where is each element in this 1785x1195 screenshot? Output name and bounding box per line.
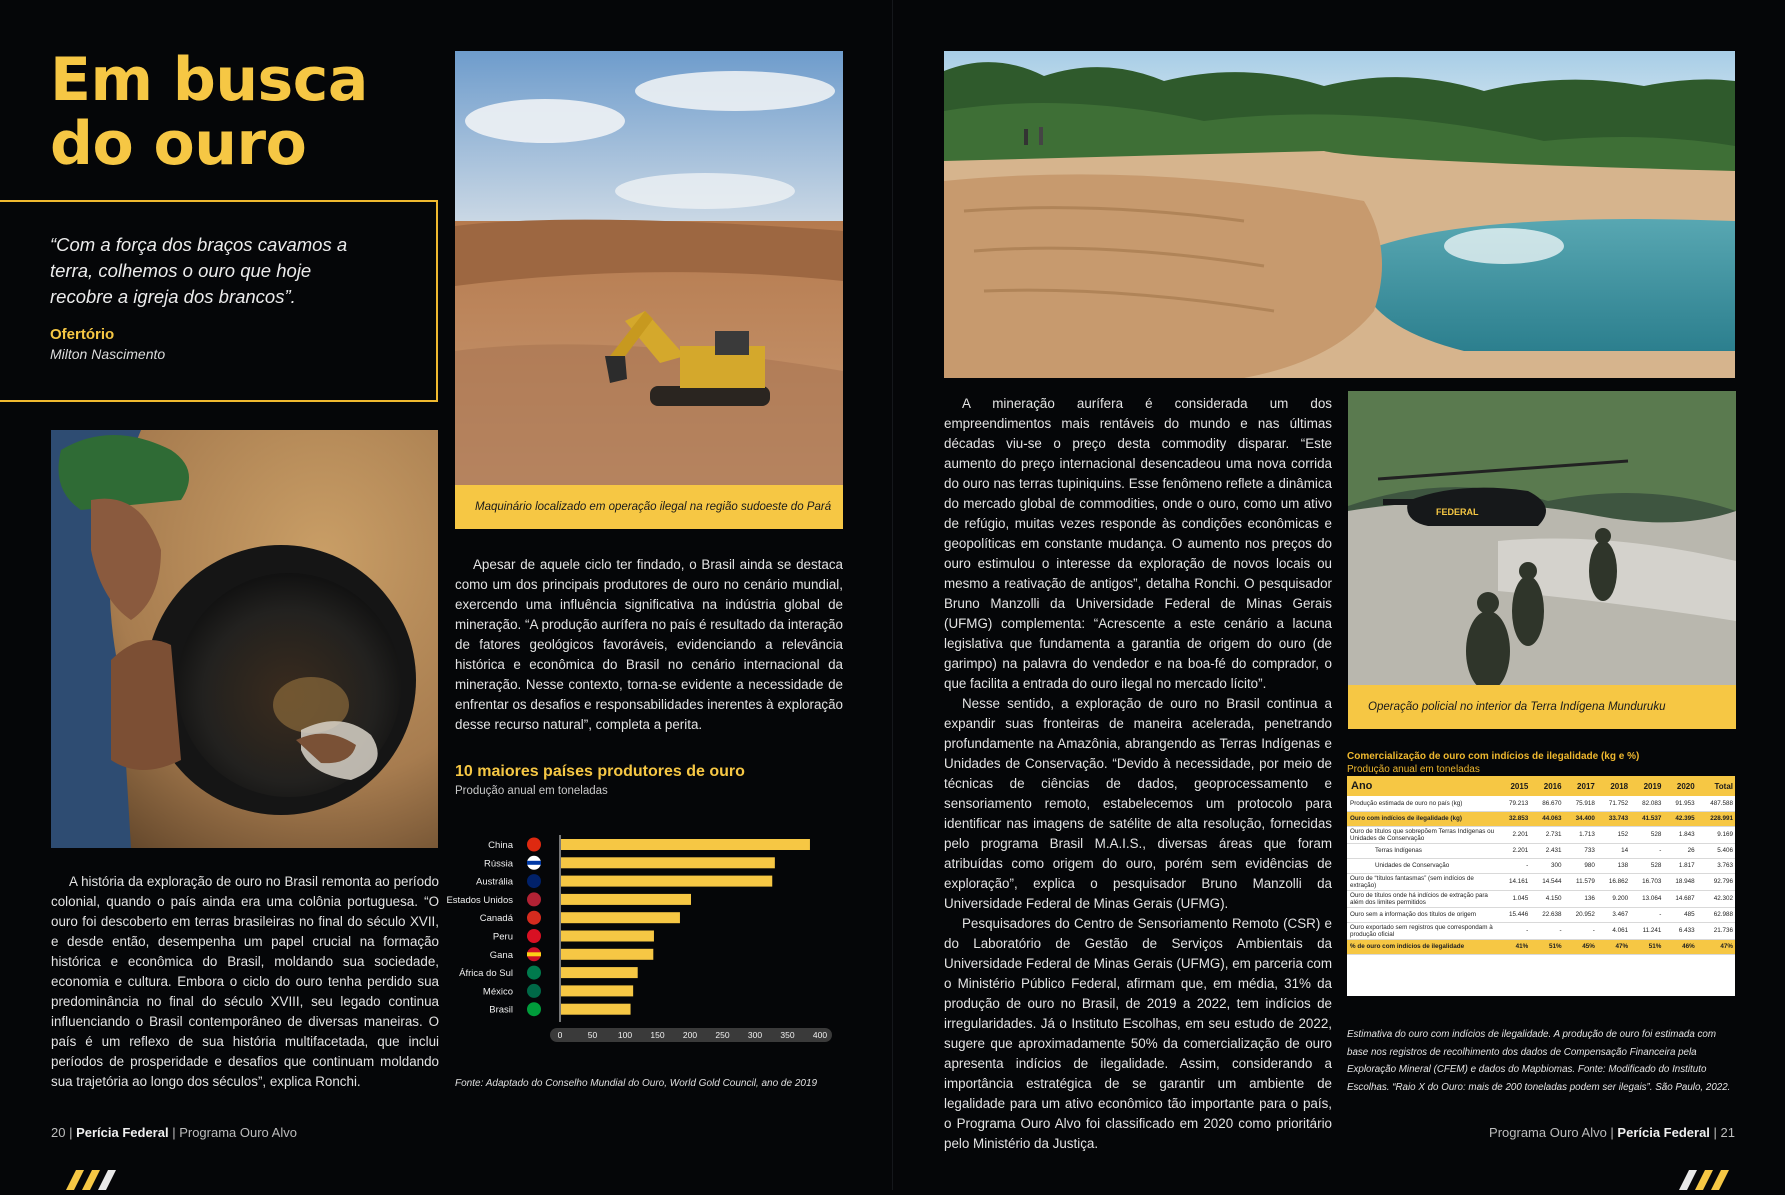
table-row: [1347, 890, 1735, 907]
chart-category-label: México: [482, 986, 513, 998]
table-cell: 20.952: [1564, 907, 1597, 922]
quote-song: Ofertório: [50, 326, 115, 343]
table-cell: 62.988: [1697, 907, 1735, 922]
table-row: [1347, 826, 1735, 843]
table-cell: 41%: [1497, 939, 1530, 954]
table-cell: 15.446: [1497, 907, 1530, 922]
table-cell: 733: [1564, 843, 1597, 858]
chart-bar: [561, 931, 654, 942]
table-cell: 26: [1663, 843, 1696, 858]
chart-bar: [561, 985, 633, 996]
table-header-cell: 2018: [1597, 776, 1630, 796]
helicopter-label: FEDERAL: [1436, 507, 1479, 517]
right-footer-section: Programa Ouro Alvo: [1489, 1125, 1607, 1140]
production-paragraph: Apesar de aquele ciclo ter findado, o Brasil ainda se destaca como um dos principais produtores de ouro no cenário mundial, exercendo uma influência significativa na indústria global de mineração. “A produção aurífera no país é resultado da interação de fatores geológicos favoráveis, evidenciando a relevância histórica e econômica do Brasil no cenário internacional da mineração. Nesse contexto, torna-se evidente a necessidade de enfrentar os desafios e responsabilidades inerentes à exploração desse recurso natural”, completa a perita.: [455, 557, 843, 732]
chart-tick-label: 200: [682, 1030, 698, 1040]
chart-category-label: Estados Unidos: [446, 894, 513, 906]
table-title: Comercialização de ouro com indícios de ilegalidade (kg e %): [1347, 751, 1640, 762]
table-cell: 2.731: [1530, 826, 1563, 843]
mining-pit-photo: [944, 51, 1735, 378]
table-header-cell: 2017: [1564, 776, 1597, 796]
table-cell: 45%: [1564, 939, 1597, 954]
table-cell: 487.588: [1697, 796, 1735, 811]
flag-icon: [527, 1002, 541, 1016]
table-cell: 13.064: [1630, 890, 1663, 907]
table-cell: 82.083: [1630, 796, 1663, 811]
table-cell: 34.400: [1564, 811, 1597, 826]
epigraph-quote: “Com a força dos braços cavamos a terra, colhemos o ouro que hoje recobre a igreja dos brancos”.: [50, 234, 348, 307]
table-header-cell: 2019: [1630, 776, 1663, 796]
table-cell: 9.169: [1697, 826, 1735, 843]
chart-category-label: Gana: [489, 949, 513, 961]
table-cell: 92.796: [1697, 873, 1735, 890]
left-page-number: 20: [51, 1125, 66, 1140]
table-cell: 75.918: [1564, 796, 1597, 811]
table-cell: -: [1497, 858, 1530, 873]
table-cell: 1.045: [1497, 890, 1530, 907]
flag-icon: [527, 874, 541, 888]
right-chevron-decoration: [1675, 1170, 1735, 1190]
chart-bar: [561, 1004, 631, 1015]
chart-tick-label: 0: [557, 1030, 563, 1040]
table-row: [1347, 811, 1735, 826]
excavator-photo: [455, 51, 843, 485]
right-footer: Programa Ouro Alvo | Perícia Federal | 21: [1489, 1125, 1735, 1140]
chart-category-label: África do Sul: [459, 968, 513, 980]
table-row-label: Ouro com indícios de ilegalidade (kg): [1347, 811, 1497, 826]
chart-category-label: Austrália: [476, 876, 513, 888]
table-cell: 42.302: [1697, 890, 1735, 907]
chart-bar: [561, 912, 680, 923]
table-cell: 1.843: [1663, 826, 1696, 843]
table-cell: 5.406: [1697, 843, 1735, 858]
table-cell: 228.991: [1697, 811, 1735, 826]
mining-paragraph-1: A mineração aurífera é considerada um dos empreendimentos mais rentáveis do mundo e nas últimas décadas viu-se o preço desta commodity disparar. “Este aumento do preço internacional desencadeou uma nova corrida do ouro nas terras tupiniquins. Esse fenômeno reflete a dinâmica do mercado global de commodities, onde o ouro, como um ativo de refúgio, muitas vezes responde às condições econômicas e geopolíticas em constante mudança. O aumento nos preços do ouro estimulou o interesse da exploração de novos locais ou mesmo a reativação de antigos”, detalha Ronchi. O pesquisador Bruno Manzolli da Universidade Federal de Minas Gerais (UFMG) complementa: “Acrescente a este cenário a lacuna legislativa que fundamenta a garantia de origem do ouro (de garimpo) na palavra do vendedor e na boa-fé do comprador, o que facilita a entrada do ouro ilegal no mercado lícito”.: [944, 396, 1332, 691]
flag-icon: [527, 892, 541, 906]
table-cell: 51%: [1630, 939, 1663, 954]
table-cell: 14.544: [1530, 873, 1563, 890]
title-line-1: Em busca: [50, 45, 368, 115]
chart-category-label: Canadá: [479, 913, 513, 925]
excavator-caption: Maquinário localizado em operação ilegal na região sudoeste do Pará: [455, 485, 843, 529]
chart-bar: [561, 839, 810, 850]
table-cell: -: [1630, 907, 1663, 922]
chart-bar: [561, 894, 691, 905]
table-cell: 44.063: [1530, 811, 1563, 826]
chart-tick-label: 100: [617, 1030, 633, 1040]
table-cell: 14.161: [1497, 873, 1530, 890]
table-cell: 528: [1630, 826, 1663, 843]
table-row: [1347, 843, 1735, 858]
left-chevron-decoration: [60, 1170, 120, 1190]
table-cell: 91.953: [1663, 796, 1696, 811]
chart-category-label: Rússia: [483, 858, 513, 870]
table-cell: 4.150: [1530, 890, 1563, 907]
table-cell: 3.763: [1697, 858, 1735, 873]
table-cell: 42.395: [1663, 811, 1696, 826]
chart-tick-label: 250: [715, 1030, 730, 1040]
table-header-cell: 2015: [1497, 776, 1530, 796]
chart-title: 10 maiores países produtores de ouro: [455, 763, 745, 780]
table-cell: 33.743: [1597, 811, 1630, 826]
flag-icon: [527, 966, 541, 980]
chart-category-label: Brasil: [489, 1004, 513, 1016]
chart-tick-label: 150: [650, 1030, 665, 1040]
table-row: [1347, 796, 1735, 811]
page-spine: [892, 0, 893, 1190]
gold-producers-chart: [446, 825, 845, 1065]
table-cell: 6.433: [1663, 922, 1696, 939]
left-footer-section: Programa Ouro Alvo: [179, 1125, 297, 1140]
illegal-gold-table: [1347, 776, 1735, 996]
flag-icon: [527, 856, 541, 870]
mining-paragraph-3: Pesquisadores do Centro de Sensoriamento Remoto (CSR) e do Laboratório de Gestão de Serviços Ambientais da Universidade Federal de Minas Gerais (UFMG), em parceria com o Ministério Público Federal, afirmam que, em média, 31% da produção de ouro no Brasil, de 2019 a 2022, tem indícios de irregularidades. Já o Instituto Escolhas, em seu estudo de 2022, sugere que aproximadamente 50% da comercialização de ouro apresenta indícios de ilegalidade. Assim, considerando a importância estratégica de se garantir um ambiente de legalidade para um ativo econômico tão importante para o país, o Programa Ouro Alvo foi classificado em 2020 como prioritário pelo Ministério da Justiça.: [944, 916, 1332, 1151]
table-cell: 51%: [1530, 939, 1563, 954]
table-cell: 485: [1663, 907, 1696, 922]
table-cell: -: [1497, 922, 1530, 939]
table-row-label: Ouro de títulos onde há indícios de extração para além dos limites permitidos: [1347, 890, 1497, 907]
chart-category-label: China: [488, 840, 513, 851]
chart-source: Fonte: Adaptado do Conselho Mundial do Ouro, World Gold Council, ano de 2019: [455, 1078, 818, 1089]
table-cell: 16.862: [1597, 873, 1630, 890]
table-cell: 32.853: [1497, 811, 1530, 826]
table-row: [1347, 907, 1735, 922]
chart-subtitle: Produção anual em toneladas: [455, 785, 608, 797]
right-page-number: 21: [1720, 1125, 1735, 1140]
table-header-cell: Total: [1697, 776, 1735, 796]
table-row-label: % de ouro com indícios de ilegalidade: [1347, 939, 1497, 954]
table-cell: 47%: [1597, 939, 1630, 954]
table-row: [1347, 922, 1735, 939]
table-cell: 4.061: [1597, 922, 1630, 939]
left-footer: 20 | Perícia Federal | Programa Ouro Alvo: [51, 1125, 297, 1140]
flag-icon: [527, 838, 541, 852]
table-cell: 138: [1597, 858, 1630, 873]
right-column-text: [944, 394, 1332, 1154]
table-header-cell: 2016: [1530, 776, 1563, 796]
chart-bar: [561, 857, 775, 868]
table-row-label: Ouro de títulos que sobrepõem Terras Indígenas ou Unidades de Conservação: [1347, 826, 1497, 843]
table-cell: 11.241: [1630, 922, 1663, 939]
table-cell: -: [1530, 922, 1563, 939]
table-row-label: Unidades de Conservação: [1347, 858, 1497, 873]
table-cell: 16.703: [1630, 873, 1663, 890]
table-header-row: [1347, 776, 1735, 796]
table-row: [1347, 873, 1735, 890]
flag-icon: [527, 929, 541, 943]
left-footer-magazine: Perícia Federal: [76, 1125, 169, 1140]
gold-panning-photo: [51, 430, 438, 848]
table-cell: 14: [1597, 843, 1630, 858]
table-cell: 980: [1564, 858, 1597, 873]
table-cell: 528: [1630, 858, 1663, 873]
chart-category-label: Peru: [492, 931, 513, 943]
chart-tick-label: 50: [587, 1030, 598, 1040]
table-cell: 136: [1564, 890, 1597, 907]
table-cell: 22.638: [1530, 907, 1563, 922]
table-note: Estimativa do ouro com indícios de ilegalidade. A produção de ouro foi estimada com base nos registros de recolhimento dos dados de Compensação Financeira pela Exploração Mineral (CFEM) e dados do Mapbiomas. Fonte: Modificado do Instituto Escolhas. “Raio X do Ouro: mais de 200 toneladas podem ser ilegais”. São Paulo, 2022.: [1347, 1029, 1731, 1093]
table-row-label: Terras Indígenas: [1347, 843, 1497, 858]
table-row-label: Ouro exportado sem registros que correspondam à produção oficial: [1347, 922, 1497, 939]
table-row-label: Ouro sem a informação dos títulos de origem: [1347, 907, 1497, 922]
table-header-cell: 2020: [1663, 776, 1696, 796]
chart-tick-label: 400: [812, 1030, 828, 1040]
right-footer-magazine: Perícia Federal: [1617, 1125, 1710, 1140]
left-column-text: [51, 872, 439, 1092]
chart-bar: [561, 967, 638, 978]
table-cell: 86.670: [1530, 796, 1563, 811]
table-cell: 1.713: [1564, 826, 1597, 843]
table-cell: -: [1630, 843, 1663, 858]
table-cell: 9.200: [1597, 890, 1630, 907]
table-row: [1347, 939, 1735, 954]
table-cell: 1.817: [1663, 858, 1696, 873]
table-cell: 152: [1597, 826, 1630, 843]
history-paragraph: A história da exploração de ouro no Brasil remonta ao período colonial, quando o país ainda era uma colônia portuguesa. “O ouro foi descoberto em terras brasileiras no final do século XVII, e desde então, desempenha um papel crucial na formação histórica e econômica do Brasil, moldando sua sociedade, economia e cultura. Embora o ciclo do ouro tenha perdido sua predominância no final do século XVIII, seu legado continua influenciando o Brasil contemporâneo de diversas maneiras. O país é um reflexo de sua história multifacetada, que inclui períodos de prosperidade e desafios que continuam moldando sua trajetória ao longo dos séculos”, explica Ronchi.: [51, 874, 439, 1089]
flag-icon: [527, 911, 541, 925]
table-subtitle: Produção anual em toneladas: [1347, 764, 1480, 775]
police-caption: Operação policial no interior da Terra Indígena Munduruku: [1348, 685, 1736, 729]
table-cell: 2.431: [1530, 843, 1563, 858]
table-cell: -: [1564, 922, 1597, 939]
flag-icon: [527, 947, 541, 961]
table-header-cell: Ano: [1347, 776, 1497, 796]
table-row: [1347, 858, 1735, 873]
flag-icon: [527, 984, 541, 998]
table-cell: 47%: [1697, 939, 1735, 954]
chart-bar: [561, 876, 772, 887]
table-cell: 79.213: [1497, 796, 1530, 811]
quote-artist: Milton Nascimento: [50, 346, 166, 362]
table-cell: 18.948: [1663, 873, 1696, 890]
chart-bar: [561, 949, 653, 960]
table-row-label: Produção estimada de ouro no país (kg): [1347, 796, 1497, 811]
table-row-label: Ouro de “títulos fantasmas” (sem indícios de extração): [1347, 873, 1497, 890]
table-cell: 14.687: [1663, 890, 1696, 907]
table-cell: 21.736: [1697, 922, 1735, 939]
table-cell: 2.201: [1497, 826, 1530, 843]
table-cell: 2.201: [1497, 843, 1530, 858]
chart-tick-label: 300: [747, 1030, 763, 1040]
table-cell: 11.579: [1564, 873, 1597, 890]
chart-tick-label: 350: [780, 1030, 795, 1040]
table-cell: 300: [1530, 858, 1563, 873]
table-cell: 3.467: [1597, 907, 1630, 922]
table-cell: 46%: [1663, 939, 1696, 954]
mining-paragraph-2: Nesse sentido, a exploração de ouro no Brasil continua a expandir suas fronteiras de maneira acelerada, penetrando profundamente na Amazônia, abrangendo as Terras Indígenas e Unidades de Conservação. “Devido à necessidade, por meio de técnicas de ciências de dados, geoprocessamento e sensoriamento remoto, estabelecemos um protocolo para identificar nas imagens de satélite de alta resolução, fornecidas pelo programa Brasil M.A.I.S., diversas áreas que foram atribuídas como origem do ouro, porém sem evidências de exploração”, explica o pesquisador Bruno Manzolli da Universidade Federal de Minas Gerais (UFMG).: [944, 696, 1332, 911]
middle-column-text: [455, 555, 843, 735]
title-line-2: do ouro: [50, 109, 307, 179]
table-body: [1347, 796, 1735, 954]
police-operation-photo: [1348, 391, 1736, 685]
table-cell: 71.752: [1597, 796, 1630, 811]
table-cell: 41.537: [1630, 811, 1663, 826]
article-title: [50, 45, 430, 179]
